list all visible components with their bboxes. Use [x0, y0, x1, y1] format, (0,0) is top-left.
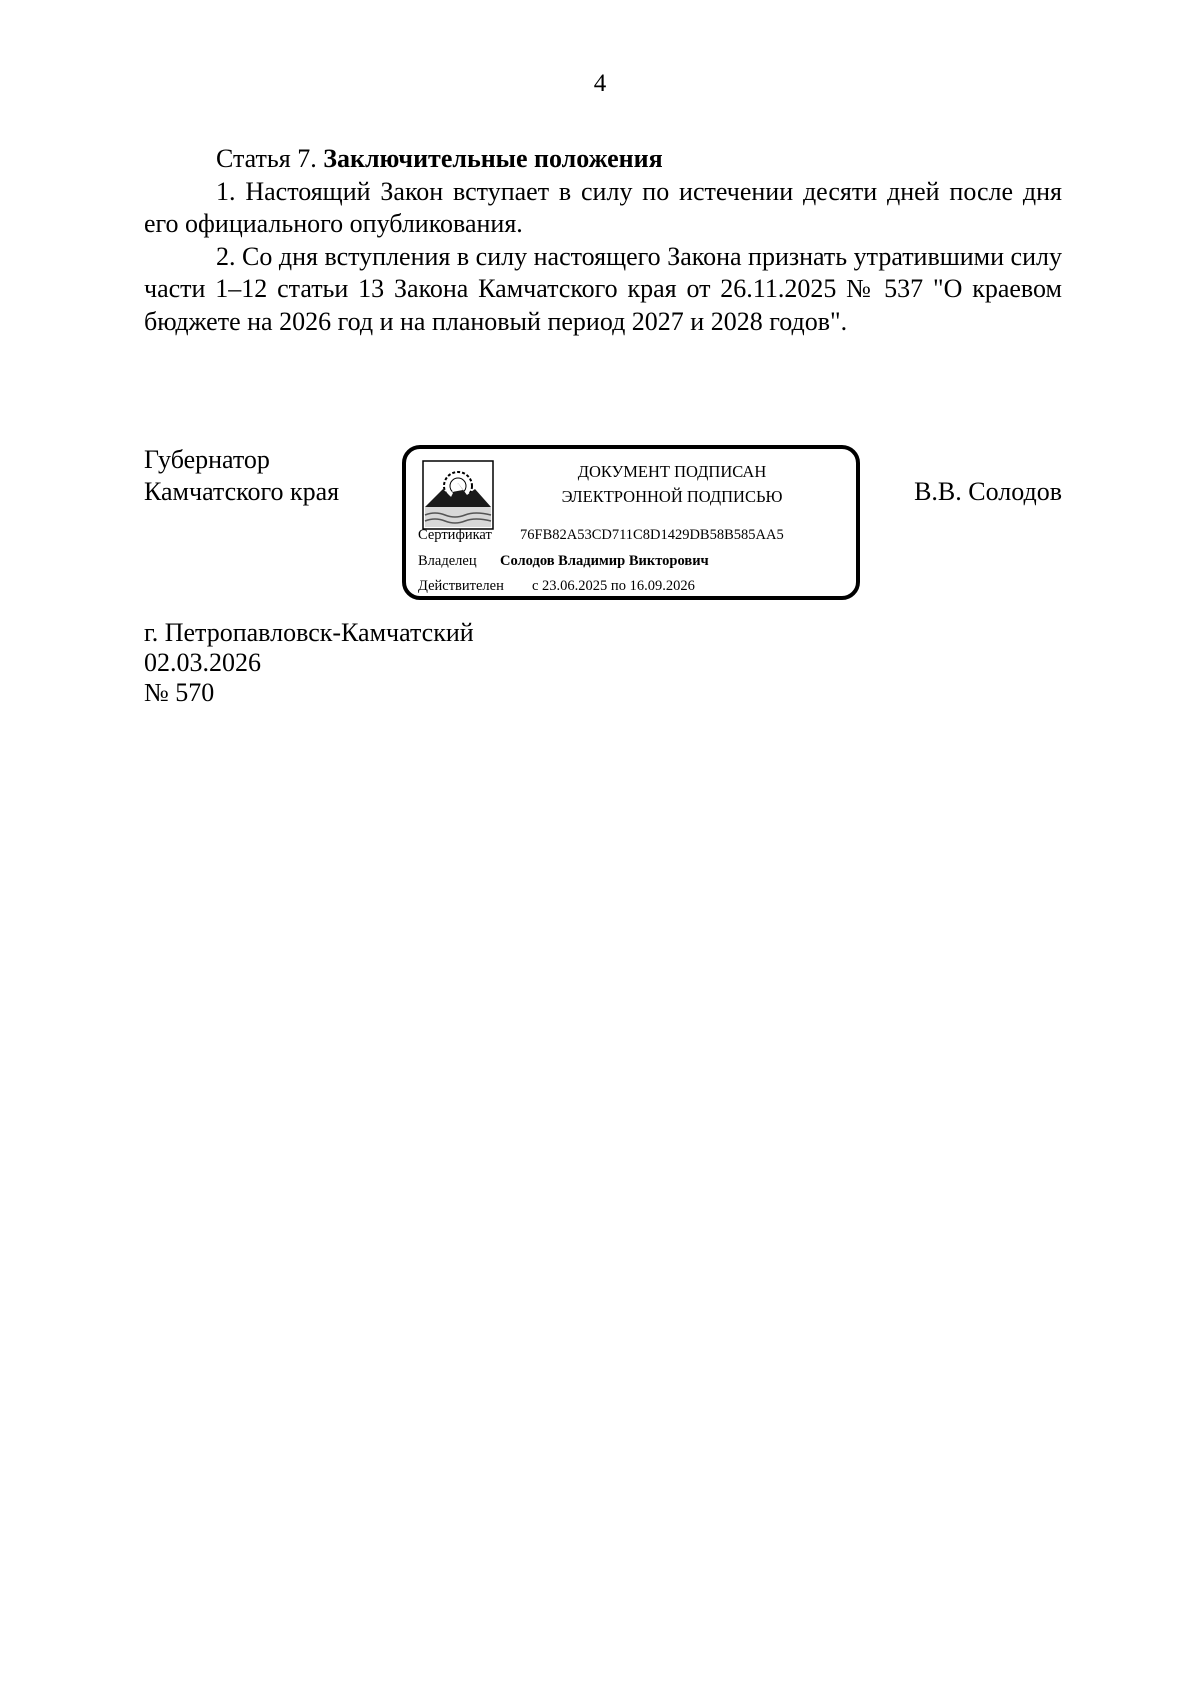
certificate-label: Сертификат: [418, 527, 492, 543]
kamchatka-coat-of-arms-icon: [421, 459, 495, 531]
document-date: 02.03.2026: [144, 648, 261, 677]
validity-label: Действителен: [418, 578, 504, 594]
place-date-number: [144, 618, 474, 708]
city: г. Петропавловск-Камчатский: [144, 618, 474, 647]
owner-value: Солодов Владимир Викторович: [500, 553, 709, 569]
stamp-title-line2: ЭЛЕКТРОННОЙ ПОДПИСЬЮ: [561, 487, 783, 506]
stamp-title: [502, 459, 842, 509]
stamp-owner-row: [418, 551, 709, 571]
article-prefix: Статья 7.: [216, 144, 324, 173]
electronic-signature-stamp: [402, 445, 860, 600]
validity-value: с 23.06.2025 по 16.09.2026: [532, 578, 695, 594]
document-number: № 570: [144, 678, 215, 707]
article-body: [144, 143, 1062, 338]
paragraph-1: 1. Настоящий Закон вступает в силу по истечении десяти дней после дня его официального опубликования.: [144, 176, 1062, 238]
article-heading: [144, 143, 1062, 176]
certificate-value: 76FB82A53CD711C8D1429DB58B585AA5: [520, 527, 784, 543]
signatory-name: В.В. Солодов: [914, 477, 1062, 506]
article-title: Заключительные положения: [323, 144, 663, 173]
signatory-position: [144, 444, 339, 508]
paragraph-2: 2. Со дня вступления в силу настоящего Закона признать утратившими силу части 1–12 статьи 13 Закона Камчатского края от 26.11.2025 № 537 "О краевом бюджете на 2026 год и на плановый период 2027 и 2028 годов".: [144, 241, 1062, 336]
stamp-title-line1: ДОКУМЕНТ ПОДПИСАН: [577, 462, 767, 481]
owner-label: Владелец: [418, 553, 477, 569]
signatory-position-line1: Губернатор: [144, 445, 270, 474]
page-number: 4: [593, 70, 607, 97]
stamp-validity-row: [418, 576, 695, 596]
stamp-certificate-row: [418, 525, 784, 545]
signatory-position-line2: Камчатского края: [144, 477, 340, 506]
